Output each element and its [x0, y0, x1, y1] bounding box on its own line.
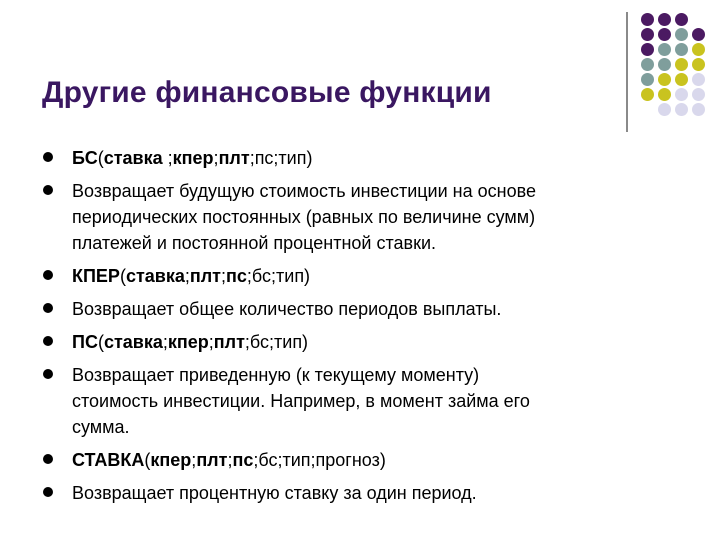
description-item [40, 362, 670, 440]
decor-dot [658, 103, 671, 116]
function-signature [72, 447, 670, 473]
decor-dot [675, 103, 688, 116]
signature-part: ; [191, 450, 197, 470]
function-signature-item [40, 447, 670, 473]
decor-dot [658, 58, 671, 71]
function-signature [72, 329, 670, 355]
description-line: периодических постоянных (равных по величине сумм) [72, 207, 536, 227]
decor-dot [658, 73, 671, 86]
description-item [40, 178, 670, 256]
signature-part: ; [184, 266, 190, 286]
signature-part: пс [226, 266, 247, 286]
decor-dot [675, 73, 688, 86]
bullet-dot-icon [43, 487, 53, 497]
description-item [40, 296, 670, 322]
description-line: сумма. [72, 417, 130, 437]
signature-part: ( [97, 332, 104, 352]
decor-dot [641, 43, 654, 56]
bullet-dot-icon [43, 336, 53, 346]
decor-dot [692, 103, 705, 116]
decor-dot [641, 58, 654, 71]
decor-dot [675, 13, 688, 26]
function-signature-item [40, 263, 670, 289]
signature-part: ;бс;тип) [244, 332, 309, 352]
signature-part: БС [72, 148, 98, 168]
bullet-dot-icon [43, 270, 53, 280]
decor-dot [675, 28, 688, 41]
signature-part: плт [218, 148, 250, 168]
description-line: Возвращает общее количество периодов выплаты. [72, 299, 502, 319]
decor-dot [641, 88, 654, 101]
decor-dot [641, 28, 654, 41]
bullet-dot-icon [43, 303, 53, 313]
signature-part: кпер [150, 450, 192, 470]
decor-dot [675, 88, 688, 101]
signature-part: пс [232, 450, 254, 470]
signature-part: ( [97, 148, 104, 168]
signature-part: плт [196, 450, 228, 470]
signature-part: кпер [167, 332, 209, 352]
decor-dot [675, 43, 688, 56]
signature-part: плт [213, 332, 245, 352]
signature-part: ; [213, 148, 219, 168]
decor-vertical-line [626, 12, 628, 132]
bullet-dot-icon [43, 152, 53, 162]
signature-part: СТАВКА [72, 450, 145, 470]
signature-part: ;пс;тип) [249, 148, 313, 168]
decor-dot-grid [641, 13, 720, 123]
signature-part: ставка [103, 332, 163, 352]
description-line: Возвращает приведенную (к текущему моменту) [72, 365, 480, 385]
bullet-dot-icon [43, 369, 53, 379]
decor-dot [658, 43, 671, 56]
signature-part: ( [144, 450, 151, 470]
decor-dot [692, 43, 705, 56]
signature-part: КПЕР [72, 266, 120, 286]
function-signature-item [40, 145, 670, 171]
signature-part: ; [167, 148, 173, 168]
signature-part: ПС [72, 332, 98, 352]
signature-part: ; [162, 332, 168, 352]
function-signature [72, 263, 670, 289]
decor-dot [658, 88, 671, 101]
description-line: платежей и постоянной процентной ставки. [72, 233, 437, 253]
signature-part: плт [189, 266, 221, 286]
bullet-dot-icon [43, 454, 53, 464]
signature-part: ;бс;тип;прогноз) [253, 450, 386, 470]
decor-dot [658, 13, 671, 26]
function-signature [72, 145, 670, 171]
signature-part: ( [119, 266, 126, 286]
signature-part: ; [221, 266, 227, 286]
decor-dot [692, 28, 705, 41]
bullet-list [40, 145, 670, 506]
signature-part: ставка [125, 266, 185, 286]
signature-part: ; [208, 332, 214, 352]
decor-dot [641, 73, 654, 86]
decor-dot [658, 28, 671, 41]
slide-title: Другие финансовые функции [42, 76, 492, 109]
decor-dot [692, 58, 705, 71]
description-line: Возвращает будущую стоимость инвестиции на основе [72, 181, 536, 201]
signature-part: кпер [172, 148, 214, 168]
bullet-dot-icon [43, 185, 53, 195]
decor-dot [675, 58, 688, 71]
decor-dot [692, 88, 705, 101]
signature-part: ставка [103, 148, 168, 168]
signature-part: ;бс;тип) [246, 266, 311, 286]
function-signature-item [40, 329, 670, 355]
description-item [40, 480, 670, 506]
description-line: Возвращает процентную ставку за один период. [72, 483, 477, 503]
decor-dot [692, 73, 705, 86]
signature-part: ; [227, 450, 233, 470]
description-line: стоимость инвестиции. Например, в момент займа его [72, 391, 530, 411]
decor-dot [641, 13, 654, 26]
